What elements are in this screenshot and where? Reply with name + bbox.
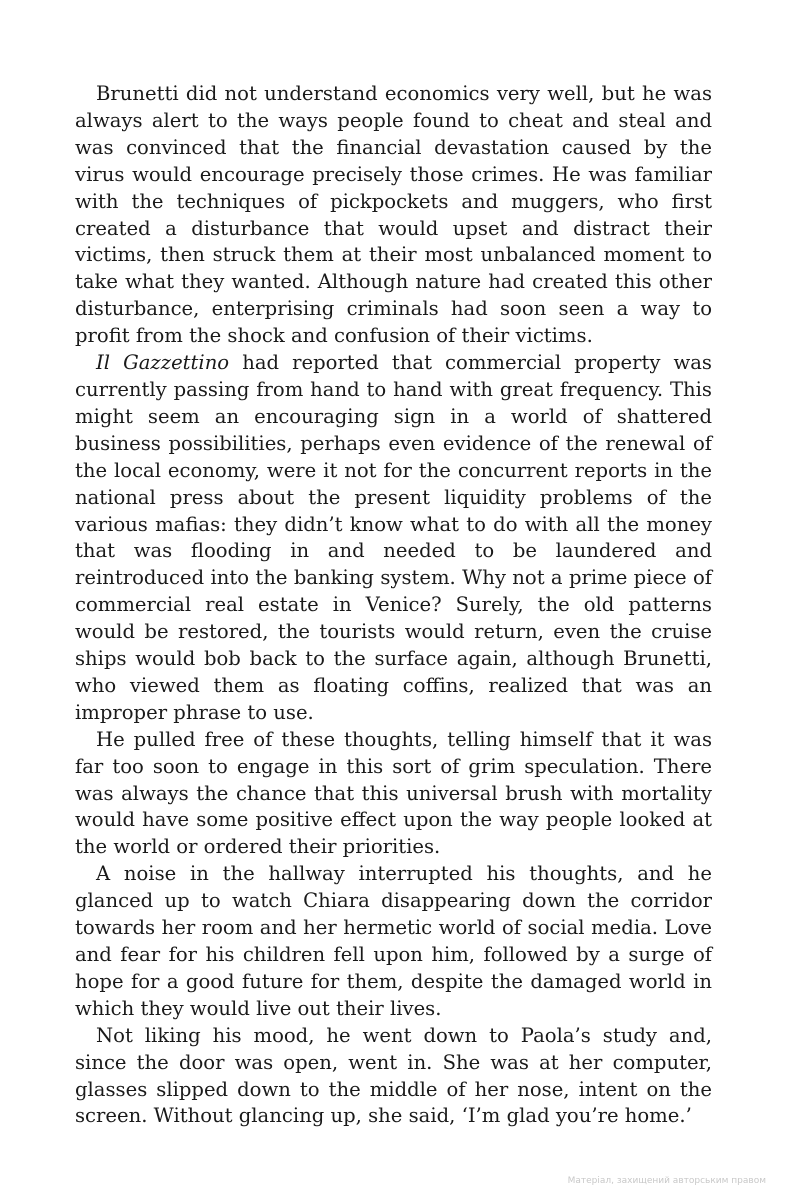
paragraph-1: [75, 81, 712, 350]
paragraph-2: [75, 350, 712, 727]
paragraph-4: [75, 861, 712, 1022]
paragraph-text: Brunetti did not understand economics very well, but he was always alert to the ways people found to cheat and steal and was convinced that the financial devastation caused by the virus would encourage precisely those crimes. He was familiar with the techniques of pickpockets and muggers, who first created a disturbance that would upset and distract their victims, then struck them at their most unbalanced moment to take what they wanted. Although nature had created this other disturbance, enterprising criminals had soon seen a way to profit from the shock and confusion of their victims.: [75, 82, 712, 348]
copyright-watermark: Матеріал, захищений авторським правом: [567, 1176, 766, 1186]
paragraph-text: had reported that commercial property was currently passing from hand to hand with great frequency. This might seem an encouraging sign in a world of shattered business possibilities, perhaps even evidence of the renewal of the local economy, were it not for the concurrent reports in the national press about the present liquidity problems of the various mafias: they didn’t know what to do with all the money that was flooding in and needed to be laundered and reintroduced into the banking system. Why not a prime piece of commercial real estate in Venice? Surely, the old patterns would be restored, the tourists would return, even the cruise ships would bob back to the surface again, although Brunetti, who viewed them as floating coffins, realized that was an improper phrase to use.: [75, 351, 712, 724]
newspaper-title: Il Gazzettino: [96, 351, 230, 375]
page-body: [75, 81, 712, 1130]
paragraph-text: A noise in the hallway interrupted his thoughts, and he glanced up to watch Chiara disappearing down the corridor towards her room and her hermetic world of social media. Love and fear for his children fell upon him, followed by a surge of hope for a good future for them, despite the damaged world in which they would live out their lives.: [75, 862, 712, 1020]
paragraph-3: [75, 727, 712, 862]
paragraph-5: [75, 1023, 712, 1131]
paragraph-text: Not liking his mood, he went down to Paola’s study and, since the door was open, went in. She was at her computer, glasses slipped down to the middle of her nose, intent on the screen. Without glancing up, she said, ‘I’m glad you’re home.’: [75, 1023, 712, 1128]
paragraph-text: He pulled free of these thoughts, telling himself that it was far too soon to engage in this sort of grim speculation. There was always the chance that this universal brush with mortality would have some positive effect upon the way people looked at the world or ordered their priorities.: [75, 727, 712, 859]
